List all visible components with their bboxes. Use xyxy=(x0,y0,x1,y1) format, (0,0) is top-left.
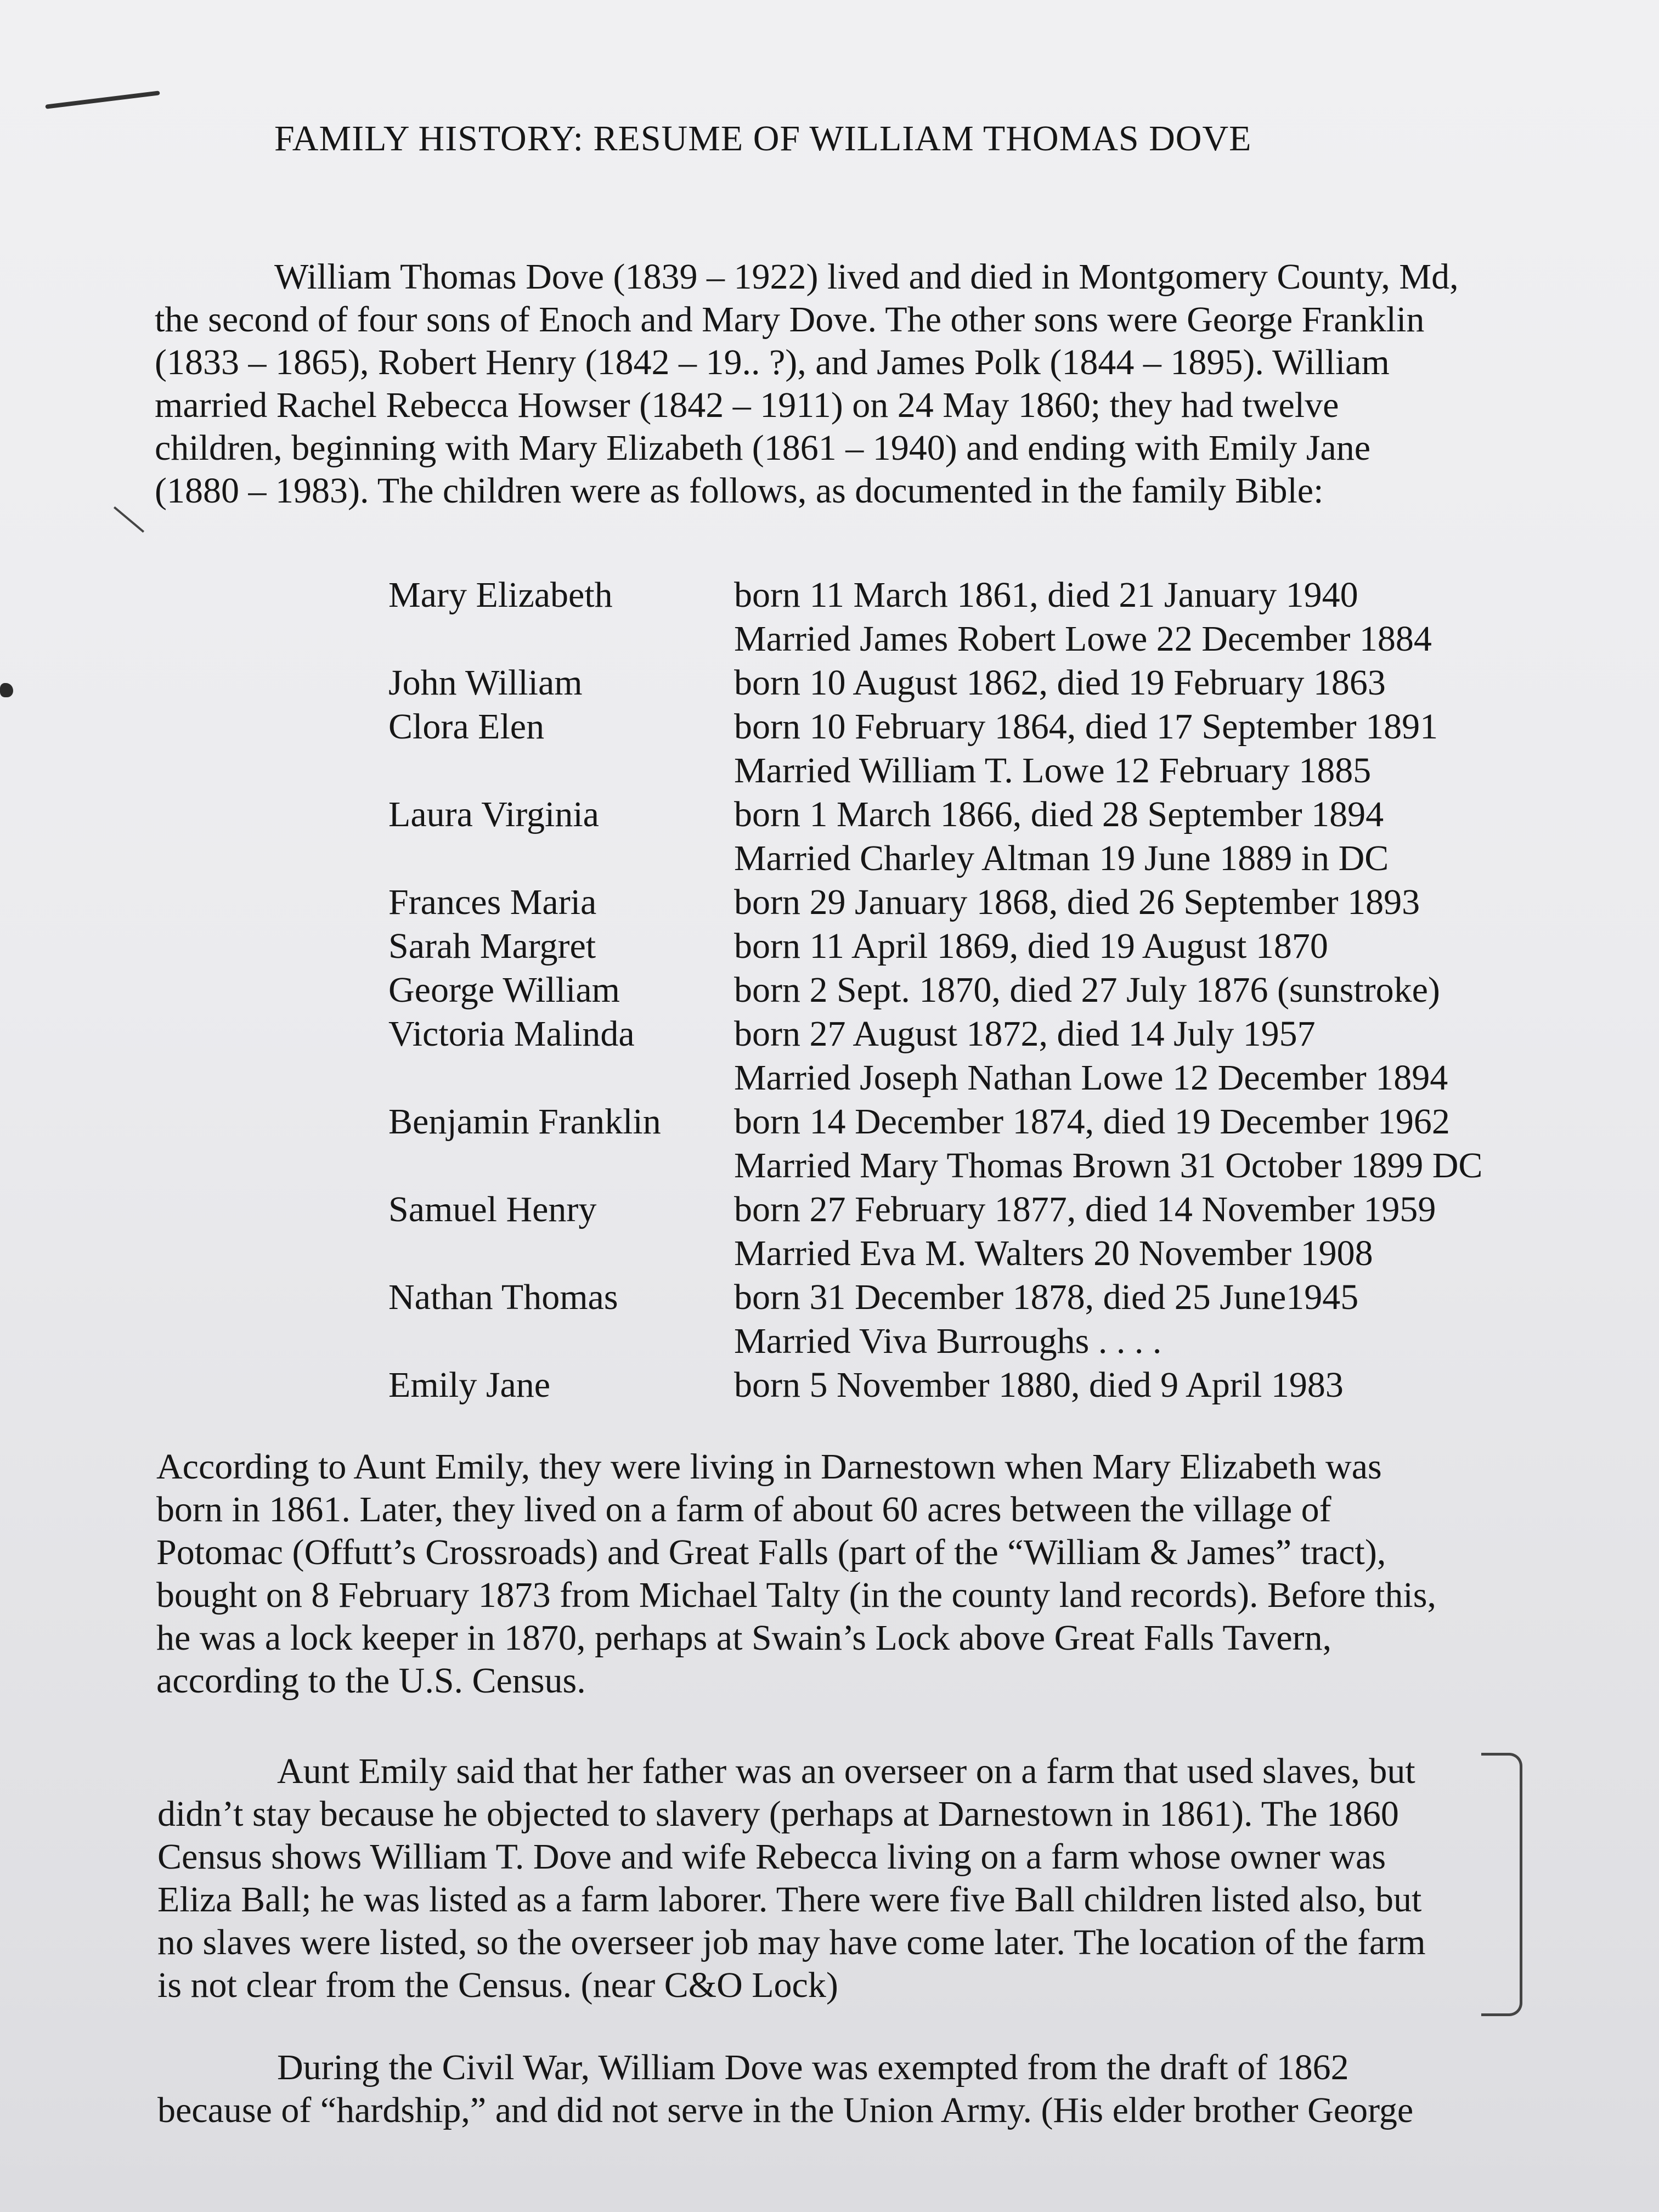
child-detail: born 2 Sept. 1870, died 27 July 1876 (sunstroke) xyxy=(734,970,1440,1010)
intro-paragraph xyxy=(155,256,1559,512)
child-detail: born 27 August 1872, died 14 July 1957 xyxy=(734,1014,1316,1054)
aunt-emily-paragraph xyxy=(156,1446,1594,1702)
overseer-paragraph xyxy=(157,1750,1529,2007)
child-detail: born 14 December 1874, died 19 December 1962 xyxy=(734,1102,1450,1142)
paragraph-line: no slaves were listed, so the overseer job may have come later. The location of the farm xyxy=(157,1922,1426,1962)
paragraph-line: married Rachel Rebecca Howser (1842 – 1911) on 24 May 1860; they had twelve xyxy=(155,385,1339,425)
ink-blot-mark xyxy=(0,683,13,697)
child-name: Emily Jane xyxy=(388,1365,551,1405)
child-name: Laura Virginia xyxy=(388,794,599,834)
child-entry xyxy=(388,1012,1595,1100)
paragraph-line: During the Civil War, William Dove was exempted from the draft of 1862 xyxy=(277,2047,1349,2087)
paragraph-line: Census shows William T. Dove and wife Rebecca living on a farm whose owner was xyxy=(157,1837,1386,1877)
child-name: Victoria Malinda xyxy=(388,1014,635,1054)
pen-stroke-mark xyxy=(45,91,160,109)
child-entry xyxy=(388,661,1595,705)
paragraph-line: Potomac (Offutt’s Crossroads) and Great Falls (part of the “William & James” tract), xyxy=(156,1532,1386,1572)
page-title: FAMILY HISTORY: RESUME OF WILLIAM THOMAS DOVE xyxy=(274,119,1252,159)
paragraph-line: the second of four sons of Enoch and Mary Dove. The other sons were George Franklin xyxy=(155,300,1425,340)
child-entry xyxy=(388,1276,1595,1363)
child-entry xyxy=(388,968,1595,1012)
child-entry xyxy=(388,1188,1595,1276)
child-detail: born 31 December 1878, died 25 June1945 xyxy=(734,1277,1359,1317)
child-entry xyxy=(388,1363,1595,1407)
child-entry xyxy=(388,793,1595,881)
paragraph-line: Eliza Ball; he was listed as a farm laborer. There were five Ball children listed also, but xyxy=(157,1880,1422,1920)
child-detail: Married Viva Burroughs . . . . xyxy=(734,1321,1162,1361)
paragraph-line: Aunt Emily said that her father was an overseer on a farm that used slaves, but xyxy=(277,1751,1415,1791)
paragraph-line: he was a lock keeper in 1870, perhaps at Swain’s Lock above Great Falls Tavern, xyxy=(156,1618,1332,1658)
child-name: John William xyxy=(388,663,583,703)
child-name: Clora Elen xyxy=(388,707,545,747)
child-detail: born 27 February 1877, died 14 November 1959 xyxy=(734,1189,1436,1229)
child-entry xyxy=(388,881,1595,924)
child-name: Sarah Margret xyxy=(388,926,596,966)
paragraph-line: William Thomas Dove (1839 – 1922) lived and died in Montgomery County, Md, xyxy=(274,257,1459,297)
paragraph-line: children, beginning with Mary Elizabeth (1861 – 1940) and ending with Emily Jane xyxy=(155,428,1371,468)
pencil-tick-mark xyxy=(114,506,144,533)
paragraph-line: according to the U.S. Census. xyxy=(156,1661,586,1701)
paragraph-line: didn’t stay because he objected to slavery (perhaps at Darnestown in 1861). The 1860 xyxy=(157,1794,1399,1834)
child-entry xyxy=(388,705,1595,793)
child-entry xyxy=(388,1100,1595,1188)
paragraph-line: (1833 – 1865), Robert Henry (1842 – 19.. ?), and James Polk (1844 – 1895). William xyxy=(155,342,1390,382)
paragraph-line: is not clear from the Census. (near C&O Lock) xyxy=(157,1965,838,2005)
child-name: Mary Elizabeth xyxy=(388,575,613,615)
child-name: George William xyxy=(388,970,620,1010)
paragraph-line: (1880 – 1983). The children were as follows, as documented in the family Bible: xyxy=(155,471,1324,511)
child-name: Frances Maria xyxy=(388,882,597,922)
child-entry xyxy=(388,573,1595,661)
child-detail: born 11 April 1869, died 19 August 1870 xyxy=(734,926,1328,966)
civil-war-paragraph xyxy=(157,2046,1529,2132)
child-detail: Married James Robert Lowe 22 December 1884 xyxy=(734,619,1432,659)
child-detail: born 11 March 1861, died 21 January 1940 xyxy=(734,575,1358,615)
child-detail: Married Joseph Nathan Lowe 12 December 1894 xyxy=(734,1058,1448,1098)
child-name: Benjamin Franklin xyxy=(388,1102,661,1142)
paragraph-line: According to Aunt Emily, they were living in Darnestown when Mary Elizabeth was xyxy=(156,1447,1382,1487)
child-name: Nathan Thomas xyxy=(388,1277,618,1317)
child-entry xyxy=(388,924,1595,968)
child-detail: born 1 March 1866, died 28 September 1894 xyxy=(734,794,1384,834)
paragraph-line: bought on 8 February 1873 from Michael Talty (in the county land records). Before this, xyxy=(156,1575,1436,1615)
child-detail: born 10 February 1864, died 17 September 1891 xyxy=(734,707,1438,747)
paragraph-line: because of “hardship,” and did not serve in the Union Army. (His elder brother George xyxy=(157,2090,1414,2130)
child-detail: born 29 January 1868, died 26 September 1893 xyxy=(734,882,1420,922)
child-detail: born 5 November 1880, died 9 April 1983 xyxy=(734,1365,1344,1405)
child-detail: Married Mary Thomas Brown 31 October 1899 DC xyxy=(734,1146,1483,1186)
child-detail: Married William T. Lowe 12 February 1885 xyxy=(734,751,1372,791)
child-detail: born 10 August 1862, died 19 February 1863 xyxy=(734,663,1386,703)
children-list xyxy=(388,573,1595,1407)
paragraph-line: born in 1861. Later, they lived on a farm of about 60 acres between the village of xyxy=(156,1489,1331,1530)
child-detail: Married Eva M. Walters 20 November 1908 xyxy=(734,1233,1373,1273)
child-detail: Married Charley Altman 19 June 1889 in DC xyxy=(734,838,1389,878)
child-name: Samuel Henry xyxy=(388,1189,597,1229)
